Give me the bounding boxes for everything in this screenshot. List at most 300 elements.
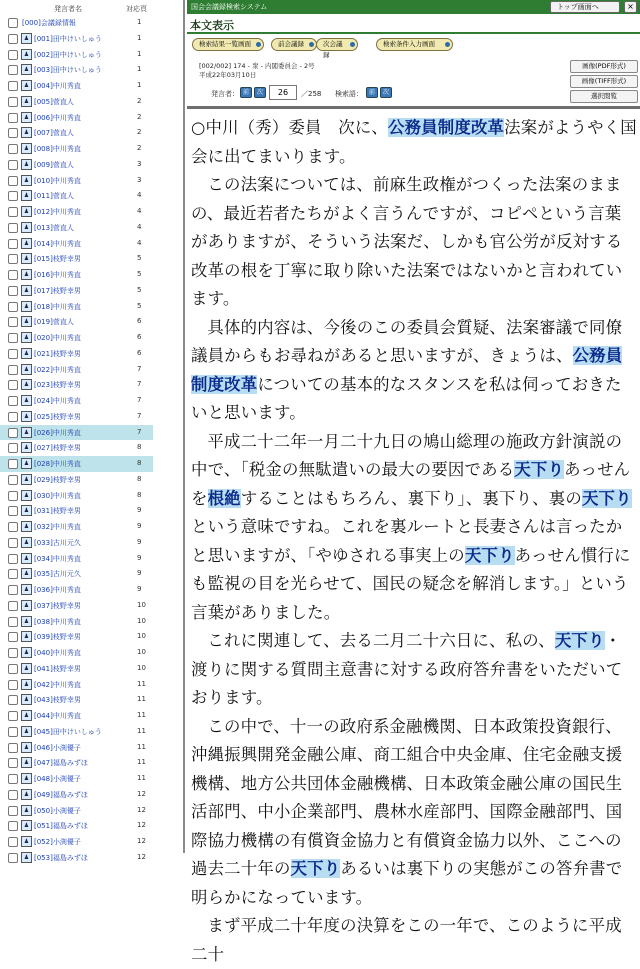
speaker-link[interactable]: [012]中川秀直	[34, 208, 81, 216]
page-number: 9	[137, 585, 142, 593]
speaker-link[interactable]: [016]中川秀直	[34, 271, 81, 279]
checkbox[interactable]	[8, 160, 18, 170]
checkbox[interactable]	[8, 569, 18, 579]
list-item[interactable]	[0, 771, 153, 787]
list-item[interactable]	[0, 566, 153, 582]
page-number: 1	[137, 49, 142, 58]
checkbox[interactable]	[8, 443, 18, 453]
page-number: 8	[137, 490, 142, 499]
speaker-icon: ♟	[21, 175, 32, 186]
close-icon[interactable]: ×	[624, 1, 637, 13]
checkbox[interactable]	[8, 538, 18, 548]
page-column-header: 対応頁	[126, 5, 147, 13]
speaker-link[interactable]: [008]中川秀直	[34, 145, 81, 153]
list-item[interactable]	[0, 173, 153, 189]
speaker-link[interactable]: [047]福島みずほ	[34, 759, 88, 768]
list-item[interactable]	[0, 850, 153, 866]
speaker-link[interactable]: [048]小渕優子	[34, 775, 81, 783]
page-number: 3	[137, 159, 142, 168]
checkbox[interactable]	[8, 50, 18, 60]
list-item[interactable]	[0, 220, 153, 236]
speaker-link[interactable]: [014]中川秀直	[34, 239, 81, 248]
speaker-icon: ♟	[21, 789, 32, 800]
checkbox[interactable]	[8, 223, 18, 233]
speaker-link[interactable]: [053]福島みずほ	[34, 853, 88, 862]
page-number: 12	[137, 805, 146, 814]
select-view-button[interactable]: 選択閲覧	[570, 90, 638, 103]
checkbox[interactable]	[8, 302, 18, 312]
page-number: 9	[137, 553, 142, 562]
page-number: 11	[137, 742, 146, 751]
page-number: 8	[137, 443, 142, 452]
checkbox[interactable]	[8, 365, 18, 375]
page-number: 5	[137, 270, 142, 278]
checkbox[interactable]	[8, 585, 18, 595]
list-item[interactable]	[0, 551, 153, 567]
speaker-link[interactable]: [033]古川元久	[34, 538, 81, 547]
speaker-icon: ♟	[21, 301, 32, 312]
list-item[interactable]	[0, 740, 153, 756]
main-pane	[187, 0, 640, 964]
checkbox[interactable]	[8, 648, 18, 658]
checkbox[interactable]	[8, 459, 18, 469]
tiff-image-button[interactable]: 画像(TIFF形式)	[570, 75, 638, 88]
search-conditions-button[interactable]: 検索条件入力画面	[376, 38, 453, 51]
speaker-link[interactable]: [011]菅直人	[34, 192, 74, 201]
checkbox[interactable]	[8, 617, 18, 627]
list-item[interactable]	[0, 141, 153, 157]
speaker-icon: ♟	[21, 490, 32, 501]
list-item[interactable]	[0, 47, 153, 63]
checkbox[interactable]	[8, 317, 18, 327]
page-number: 10	[137, 616, 146, 625]
checkbox[interactable]	[8, 18, 18, 28]
speaker-link[interactable]: [029]枝野幸男	[34, 475, 81, 484]
speaker-link[interactable]: [044]中川秀直	[34, 712, 81, 720]
speaker-icon: ♟	[21, 852, 32, 863]
speaker-icon: ♟	[21, 521, 32, 532]
speaker-icon: ♟	[21, 222, 32, 233]
list-item[interactable]	[0, 157, 153, 173]
checkbox[interactable]	[8, 522, 18, 532]
speaker-link[interactable]: [007]菅直人	[34, 129, 74, 138]
speaker-link[interactable]: [024]中川秀直	[34, 397, 81, 405]
speaker-icon: ♟	[21, 269, 32, 280]
checkbox[interactable]	[8, 412, 18, 422]
checkbox[interactable]	[8, 475, 18, 485]
speaker-link[interactable]: [040]中川秀直	[34, 649, 81, 657]
list-item[interactable]	[0, 236, 153, 252]
checkbox[interactable]	[8, 191, 18, 201]
list-item[interactable]	[0, 598, 153, 614]
keyword-next-button[interactable]: 次	[380, 87, 392, 98]
page-number: 12	[137, 837, 146, 845]
speaker-link[interactable]: [022]中川秀直	[34, 365, 81, 374]
search-results-button[interactable]: 検索結果一覧画面	[192, 38, 264, 51]
speaker-link[interactable]: [049]福島みずほ	[34, 790, 88, 799]
checkbox[interactable]	[8, 333, 18, 343]
list-item[interactable]	[0, 330, 153, 346]
list-item[interactable]	[0, 582, 153, 598]
speaker-link[interactable]: [020]中川秀直	[34, 334, 81, 342]
list-item[interactable]	[0, 677, 153, 693]
list-item[interactable]	[0, 488, 153, 504]
speaker-icon: ♟	[21, 285, 32, 296]
page-number: 10	[137, 648, 146, 656]
list-item[interactable]	[0, 251, 153, 267]
checkbox[interactable]	[8, 821, 18, 831]
speaker-link[interactable]: [037]枝野幸男	[34, 601, 81, 610]
list-item[interactable]	[0, 94, 153, 110]
speaker-icon: ♟	[21, 379, 32, 390]
checkbox[interactable]	[8, 239, 18, 249]
speaker-icon: ♟	[21, 631, 32, 642]
speaker-link[interactable]: [028]中川秀直	[34, 460, 81, 468]
speaker-icon: ♟	[21, 726, 32, 737]
speaker-icon: ♟	[21, 537, 32, 548]
keyword-highlight: 天下り	[514, 460, 565, 479]
checkbox[interactable]	[8, 34, 18, 44]
speaker-icon: ♟	[21, 710, 32, 721]
page-number: 5	[137, 254, 142, 263]
speaker-link[interactable]: [003]田中けいしゅう	[34, 66, 102, 75]
checkbox[interactable]	[8, 349, 18, 359]
speaker-link[interactable]: [001]田中けいしゅう	[34, 34, 102, 43]
speaker-link[interactable]: [009]菅直人	[34, 160, 74, 169]
speaker-link[interactable]: [046]小渕優子	[34, 743, 81, 752]
page-number: 6	[137, 333, 142, 341]
checkbox[interactable]	[8, 286, 18, 296]
page-number: 4	[137, 207, 142, 215]
speaker-list	[0, 15, 183, 866]
speaker-link[interactable]: [051]福島みずほ	[34, 822, 88, 831]
speaker-icon: ♟	[21, 427, 32, 438]
keyword-highlight: 根絶	[207, 488, 241, 508]
page-number: 8	[137, 459, 142, 467]
checkbox[interactable]	[8, 774, 18, 784]
page-number: 4	[137, 222, 142, 231]
speaker-icon: ♟	[21, 206, 32, 217]
page-title: 本文表示	[190, 19, 234, 32]
keyword-highlight: 公務員制度改革	[388, 118, 505, 137]
speaker-link[interactable]: [026]中川秀直	[34, 428, 81, 437]
pdf-image-button[interactable]: 画像(PDF形式)	[570, 60, 638, 73]
speaker-prev-button[interactable]: 前	[240, 87, 252, 98]
checkbox[interactable]	[8, 664, 18, 674]
list-item[interactable]	[0, 724, 153, 740]
speaker-link[interactable]: [036]中川秀直	[34, 586, 81, 594]
speaker-link[interactable]: [004]中川秀直	[34, 82, 81, 90]
list-item[interactable]	[0, 614, 153, 630]
list-item[interactable]	[0, 535, 153, 551]
speaker-icon: ♟	[21, 773, 32, 784]
list-item[interactable]	[0, 803, 153, 819]
list-item[interactable]	[0, 503, 153, 519]
page-number: 2	[137, 112, 142, 121]
speaker-icon: ♟	[21, 395, 32, 406]
list-item[interactable]	[0, 362, 153, 378]
list-item[interactable]	[0, 31, 153, 47]
speaker-link[interactable]: [038]中川秀直	[34, 617, 81, 626]
checkbox[interactable]	[8, 853, 18, 863]
list-item[interactable]	[0, 267, 153, 283]
checkbox[interactable]	[8, 680, 18, 690]
list-item[interactable]	[0, 377, 153, 393]
top-page-button[interactable]: トップ画面へ	[550, 1, 620, 13]
speaker-icon: ♟	[21, 80, 32, 91]
speaker-link[interactable]: [021]枝野幸男	[34, 349, 81, 358]
speaker-icon: ♟	[21, 584, 32, 595]
speech-paragraph: 平成二十二年一月二十九日の鳩山総理の施政方針演説の中で、「税金の無駄遣いの最大の要因である天下りあっせんを根絶することはもちろん、裏下り」、裏下り、裏の天下りという意味ですね。これを裏ルートと長妻さんは言ったかと思いますが、「やゆされる事実上の天下りあっせん慣行にも監視の目を光らせて、国民の疑念を解消します。」という言葉がありました。	[191, 431, 632, 622]
list-item[interactable]	[0, 15, 153, 31]
speaker-link[interactable]: [034]中川秀直	[34, 554, 81, 563]
list-item[interactable]	[0, 204, 153, 220]
list-item[interactable]	[0, 393, 153, 409]
speaker-icon: ♟	[21, 568, 32, 579]
keyword-label: 検索語：	[335, 90, 363, 98]
speaker-link[interactable]: [031]枝野幸男	[34, 507, 81, 516]
speaker-link[interactable]: [006]中川秀直	[34, 113, 81, 122]
speaker-link[interactable]: [030]中川秀直	[34, 491, 81, 500]
speaker-link[interactable]: [025]枝野幸男	[34, 412, 81, 421]
speaker-link[interactable]: [013]菅直人	[34, 223, 74, 232]
speaker-icon: ♟	[21, 647, 32, 658]
speaker-icon: ♟	[21, 663, 32, 674]
speaker-icon: ♟	[21, 474, 32, 485]
keyword-highlight: 天下り	[581, 488, 632, 508]
list-item[interactable]	[0, 110, 153, 126]
speaker-link[interactable]: [035]古川元久	[34, 570, 81, 579]
speaker-icon: ♟	[21, 49, 32, 60]
list-item[interactable]	[0, 314, 153, 330]
list-item[interactable]	[0, 425, 153, 441]
checkbox[interactable]	[8, 837, 18, 847]
page-number: 5	[137, 285, 142, 294]
page-number: 12	[137, 852, 146, 861]
list-item[interactable]	[0, 188, 153, 204]
speech-paragraph: 具体的内容は、今後のこの委員会質疑、法案審議で同僚議員からもお尋ねがあると思いますが、きょうは、公務員制度改革についての基本的なスタンスを私は伺っておきたいと思います。	[191, 317, 623, 422]
page-number: 9	[137, 569, 142, 578]
speaker-link[interactable]: [039]枝野幸男	[34, 633, 81, 642]
speaker-icon: ♟	[21, 64, 32, 75]
speaker-link[interactable]: [041]枝野幸男	[34, 664, 81, 673]
page-number: 6	[137, 317, 142, 326]
speaker-link[interactable]: [019]菅直人	[34, 318, 74, 327]
list-item[interactable]	[0, 346, 153, 362]
speaker-icon: ♟	[21, 316, 32, 327]
page-number: 11	[137, 679, 146, 688]
checkbox[interactable]	[8, 207, 18, 217]
speaker-icon: ♟	[21, 553, 32, 564]
page-number: 1	[137, 18, 142, 26]
page-number: 3	[137, 175, 142, 184]
list-item[interactable]	[0, 283, 153, 299]
speaker-icon: ♟	[21, 742, 32, 753]
page-number: 7	[137, 396, 142, 404]
speaker-icon: ♟	[21, 694, 32, 705]
keyword-highlight: 公務員制度改革	[191, 346, 623, 394]
page-number: 4	[137, 238, 142, 247]
speaker-navigation	[199, 85, 559, 101]
page-number: 12	[137, 789, 146, 798]
checkbox[interactable]	[8, 428, 18, 438]
page-number: 11	[137, 695, 146, 704]
divider	[187, 106, 640, 109]
checkbox[interactable]	[8, 270, 18, 280]
list-item[interactable]	[0, 818, 153, 834]
list-item[interactable]	[0, 834, 153, 850]
checkbox[interactable]	[8, 396, 18, 406]
list-item[interactable]	[0, 440, 153, 456]
page-number: 11	[137, 711, 146, 719]
checkbox[interactable]	[8, 554, 18, 564]
keyword-highlight: 天下り	[554, 631, 605, 650]
speaker-icon: ♟	[21, 112, 32, 123]
speech-paragraph: これに関連して、去る二月二十六日に、私の、天下り・渡りに関する質問主意書に対する政府答弁書をいただいております。	[191, 631, 623, 707]
meeting-info: [002/002] 174 - 衆 - 内閣委員会 - 2号	[199, 62, 315, 70]
speaker-icon: ♟	[21, 411, 32, 422]
checkbox[interactable]	[8, 632, 18, 642]
page-number: 4	[137, 191, 142, 200]
speaker-icon: ♟	[21, 127, 32, 138]
previous-record-button[interactable]: 前会議録	[271, 38, 317, 51]
speaker-icon: ♟	[21, 616, 32, 627]
keyword-prev-button[interactable]: 前	[366, 87, 378, 98]
speaker-column-header: 発言者名	[54, 5, 82, 13]
speaker-link[interactable]: [018]中川秀直	[34, 302, 81, 311]
checkbox[interactable]	[8, 97, 18, 107]
list-item[interactable]	[0, 692, 153, 708]
checkbox[interactable]	[8, 806, 18, 816]
speaker-link[interactable]: [043]枝野幸男	[34, 696, 81, 705]
speaker-link[interactable]: [045]田中けいしゅう	[34, 727, 102, 736]
speaker-icon: ♟	[21, 442, 32, 453]
checkbox[interactable]	[8, 601, 18, 611]
checkbox[interactable]	[8, 81, 18, 91]
speaker-icon: ♟	[21, 253, 32, 264]
speech-body	[191, 114, 637, 969]
speaker-number-input[interactable]	[269, 85, 297, 100]
speaker-link[interactable]: [005]菅直人	[34, 97, 74, 106]
page-number: 7	[137, 364, 142, 373]
page-number: 1	[137, 81, 142, 89]
checkbox[interactable]	[8, 128, 18, 138]
page-number: 7	[137, 411, 142, 420]
speaker-link[interactable]: [000]会議録情報	[22, 19, 76, 27]
list-item[interactable]	[0, 409, 153, 425]
list-item[interactable]	[0, 519, 153, 535]
speaker-icon: ♟	[21, 33, 32, 44]
checkbox[interactable]	[8, 727, 18, 737]
speaker-link[interactable]: [027]枝野幸男	[34, 444, 81, 453]
divider	[187, 32, 640, 34]
list-item[interactable]	[0, 472, 153, 488]
checkbox[interactable]	[8, 144, 18, 154]
page-number: 11	[137, 774, 146, 782]
page-number: 2	[137, 128, 142, 137]
page-number: 9	[137, 537, 142, 546]
speaker-icon: ♟	[21, 820, 32, 831]
list-item[interactable]	[0, 299, 153, 315]
checkbox[interactable]	[8, 695, 18, 705]
checkbox[interactable]	[8, 380, 18, 390]
speaker-icon: ♟	[21, 458, 32, 469]
list-item[interactable]	[0, 755, 153, 771]
checkbox[interactable]	[8, 113, 18, 123]
page-number: 7	[137, 427, 142, 436]
list-item[interactable]	[0, 661, 153, 677]
system-title-bar	[187, 0, 640, 14]
checkbox[interactable]	[8, 506, 18, 516]
speaker-icon: ♟	[21, 143, 32, 154]
checkbox[interactable]	[8, 743, 18, 753]
speaker-next-button[interactable]: 次	[254, 87, 266, 98]
speaker-icon: ♟	[21, 332, 32, 343]
keyword-highlight: 天下り	[290, 859, 341, 878]
speaker-link[interactable]: [010]中川秀直	[34, 176, 81, 185]
list-item[interactable]	[0, 645, 153, 661]
speaker-link[interactable]: [032]中川秀直	[34, 523, 81, 531]
speaker-list-pane	[0, 0, 185, 862]
list-item[interactable]	[0, 125, 153, 141]
speaker-icon: ♟	[21, 159, 32, 170]
checkbox[interactable]	[8, 254, 18, 264]
speaker-icon: ♟	[21, 600, 32, 611]
speaker-link[interactable]: [002]田中けいしゅう	[34, 50, 102, 59]
speaker-icon: ♟	[21, 836, 32, 847]
meeting-date: 平成22年03月10日	[199, 71, 257, 79]
page-number: 8	[137, 474, 142, 483]
speaker-link[interactable]: [050]小渕優子	[34, 806, 81, 815]
next-record-button[interactable]: 次会議録	[316, 38, 358, 51]
speaker-link[interactable]: [052]小渕優子	[34, 838, 81, 846]
speech-paragraph: まず平成二十年度の決算をこの一年で、このように平成二十	[191, 916, 622, 964]
page-number: 1	[137, 65, 142, 74]
checkbox[interactable]	[8, 491, 18, 501]
page-number: 9	[137, 522, 142, 530]
speech-paragraph: この法案については、前麻生政権がつくった法案のままの、最近若者たちがよく言うんですが、コピペという言葉がありますが、そういう法案だ、しかも官公労が反対する改革の根を丁寧に取り除いた法案ではないかと言われています。	[191, 175, 623, 308]
list-item[interactable]	[0, 787, 153, 803]
speaker-link[interactable]: [015]枝野幸男	[34, 255, 81, 264]
speaker-icon: ♟	[21, 190, 32, 201]
page-number: 9	[137, 506, 142, 515]
page-number: 7	[137, 380, 142, 389]
list-item[interactable]	[0, 629, 153, 645]
list-item[interactable]	[0, 456, 153, 472]
list-item[interactable]	[0, 708, 153, 724]
checkbox[interactable]	[8, 65, 18, 75]
speech-paragraph: ○中川（秀）委員 次に、公務員制度改革法案がようやく国会に出てまいります。	[191, 118, 637, 166]
checkbox[interactable]	[8, 711, 18, 721]
speaker-link[interactable]: [017]枝野幸男	[34, 286, 81, 295]
speaker-icon: ♟	[21, 505, 32, 516]
speaker-link[interactable]: [023]枝野幸男	[34, 381, 81, 390]
speaker-icon: ♟	[21, 96, 32, 107]
page-number: 10	[137, 600, 146, 609]
list-item[interactable]	[0, 78, 153, 94]
keyword-highlight: 天下り	[464, 545, 515, 565]
checkbox[interactable]	[8, 176, 18, 186]
list-item[interactable]	[0, 62, 153, 78]
page-number: 2	[137, 96, 142, 105]
checkbox[interactable]	[8, 758, 18, 768]
speaker-list-header	[0, 0, 183, 16]
page-number: 10	[137, 663, 146, 672]
page-number: 1	[137, 33, 142, 42]
checkbox[interactable]	[8, 790, 18, 800]
page-number: 11	[137, 726, 146, 735]
speaker-link[interactable]: [042]中川秀直	[34, 680, 81, 689]
